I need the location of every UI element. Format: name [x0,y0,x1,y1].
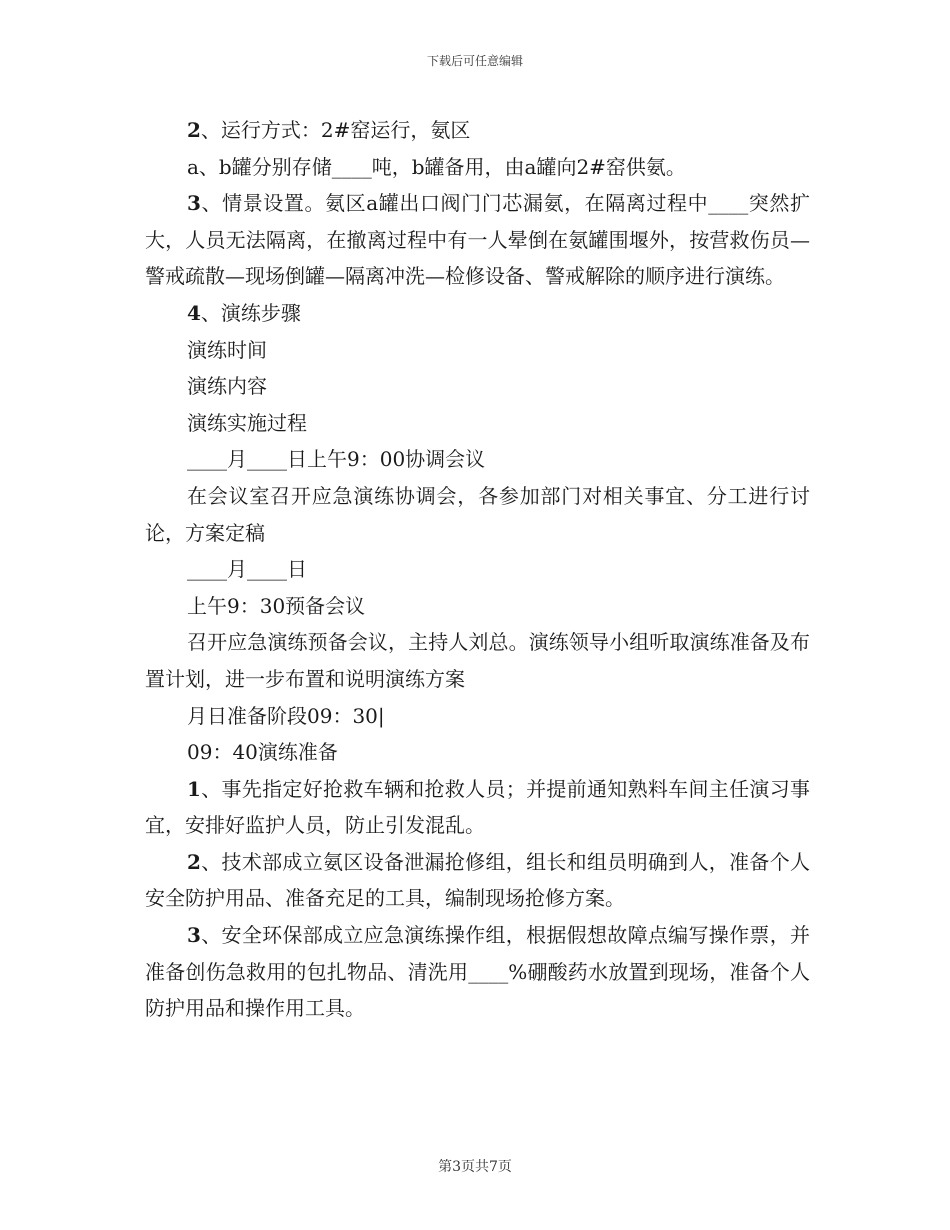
paragraph-prep-meeting [145,588,810,625]
page-footer: 第3页共7页 [438,1159,512,1175]
item-number: 1 [187,776,201,801]
paragraph-text: 演练时间 [187,337,267,362]
paragraph-text: 09：40演练准备 [187,740,338,765]
paragraph-drill-steps [145,295,810,332]
paragraph-text: a、b罐分别存储____吨，b罐备用，由a罐向2#窑供氨。 [187,154,686,179]
paragraph-text: 、运行方式：2#窑运行，氨区 [200,118,471,142]
document-body [145,112,810,1027]
paragraph-text: ____月____日 [187,557,307,582]
page-header: 下载后可任意编辑 [426,54,523,68]
paragraph-coordination-meeting [145,441,810,478]
paragraph-text: 上午9：30预备会议 [187,593,366,618]
paragraph-operation-group [145,917,810,1027]
paragraph-drill-content [145,368,810,405]
item-number: 4 [187,300,201,325]
paragraph-text: 、情景设置。氨区a罐出口阀门门芯漏氨，在隔离过程中____突然扩大，人员无法隔离，在撤离过程中有一人晕倒在氨罐围堰外，按营救伤员—警戒疏散—现场倒罐—隔离冲洗—检修设备、警戒解除的顺序进行演练。 [145,191,810,289]
paragraph-drill-prep [145,734,810,771]
paragraph-run-mode [145,112,810,149]
paragraph-drill-time [145,332,810,369]
item-number: 3 [187,923,201,948]
paragraph-text: 、安全环保部成立应急演练操作组，根据假想故障点编写操作票，并准备创伤急救用的包扎物品、清洗用____%硼酸药水放置到现场，准备个人防护用品和操作用工具。 [145,923,810,1021]
paragraph-text: 演练内容 [187,374,267,399]
paragraph-text: 、技术部成立氨区设备泄漏抢修组，组长和组员明确到人，准备个人安全防护用品、准备充足的工具，编制现场抢修方案。 [145,849,810,911]
paragraph-text: 演练实施过程 [187,410,307,435]
paragraph-text: 、事先指定好抢救车辆和抢救人员；并提前通知熟料车间主任演习事宜，安排好监护人员，防止引发混乱。 [145,776,810,838]
paragraph-coordination-detail [145,478,810,551]
paragraph-text: 月日准备阶段09：30| [187,703,385,728]
paragraph-tank-storage [145,149,810,186]
item-number: 3 [187,191,201,216]
item-number: 2 [187,849,201,874]
paragraph-repair-group [145,844,810,917]
paragraph-text: ____月____日上午9：00协调会议 [187,447,486,472]
paragraph-prep-phase [145,698,810,735]
paragraph-date [145,551,810,588]
paragraph-text: 、演练步骤 [200,300,301,325]
paragraph-drill-process [145,405,810,442]
paragraph-text: 召开应急演练预备会议，主持人刘总。演练领导小组听取演练准备及布置计划，进一步布置和说明演练方案 [145,630,810,691]
paragraph-text: 在会议室召开应急演练协调会，各参加部门对相关事宜、分工进行讨论，方案定稿 [145,483,810,545]
item-number: 2 [187,118,201,142]
paragraph-rescue-vehicles [145,771,810,844]
paragraph-scenario [145,185,810,295]
paragraph-prep-detail [145,624,810,697]
